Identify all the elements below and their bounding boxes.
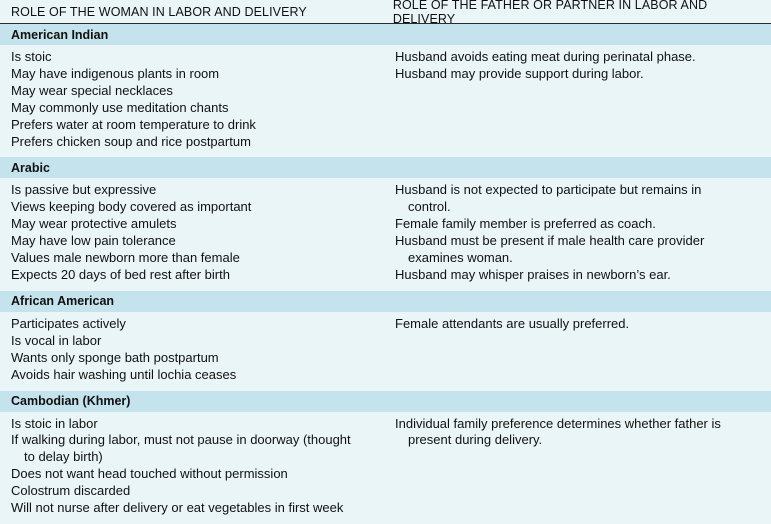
partner-item-continuation: control. xyxy=(408,199,451,215)
group-heading-cambodian: Cambodian (Khmer) xyxy=(0,391,771,412)
woman-item: May commonly use meditation chants xyxy=(11,99,229,115)
partner-item: Female attendants are usually preferred. xyxy=(395,315,630,331)
woman-item: May have low pain tolerance xyxy=(11,233,176,249)
header-partner-role: ROLE OF THE FATHER OR PARTNER IN LABOR AND DELIVERY xyxy=(392,0,708,26)
woman-item: Does not want head touched without permission xyxy=(11,466,288,482)
partner-column xyxy=(383,416,771,517)
woman-item: Is vocal in labor xyxy=(11,332,102,348)
group-body-cambodian xyxy=(0,412,771,524)
woman-item: If walking during labor, must not pause in doorway (thought xyxy=(11,432,351,448)
partner-item: Husband avoids eating meat during perinatal phase. xyxy=(395,49,696,64)
woman-column xyxy=(0,182,383,283)
woman-item: Avoids hair washing until lochia ceases xyxy=(11,366,237,382)
partner-column xyxy=(383,182,771,283)
partner-column xyxy=(383,49,771,150)
partner-item: Female family member is preferred as coach. xyxy=(395,216,656,232)
woman-item-continuation: to delay birth) xyxy=(24,449,103,465)
woman-item: May have indigenous plants in room xyxy=(11,65,220,81)
partner-item: Husband may provide support during labor. xyxy=(395,65,644,81)
woman-item: May wear protective amulets xyxy=(11,216,177,232)
partner-item: Husband is not expected to participate but remains in xyxy=(395,182,702,198)
table-header xyxy=(0,0,771,24)
woman-item: Participates actively xyxy=(11,315,126,331)
woman-column xyxy=(0,316,383,384)
partner-item: Husband may whisper praises in newborn’s ear. xyxy=(395,266,671,282)
woman-item: Is passive but expressive xyxy=(11,182,157,198)
woman-item: Will not nurse after delivery or eat vegetables in first week xyxy=(11,500,344,516)
woman-item: Views keeping body covered as important xyxy=(11,199,252,215)
woman-column xyxy=(0,416,383,517)
woman-item: Is stoic xyxy=(11,49,52,64)
woman-item: Prefers chicken soup and rice postpartum xyxy=(11,133,251,149)
partner-item: Individual family preference determines whether father is xyxy=(395,415,721,431)
partner-column xyxy=(383,316,771,384)
group-heading-african-american: African American xyxy=(0,291,771,312)
group-body-arabic xyxy=(0,178,771,290)
woman-item: Values male newborn more than female xyxy=(11,250,240,266)
woman-column xyxy=(0,49,383,150)
group-body-african-american xyxy=(0,312,771,391)
woman-item: May wear special necklaces xyxy=(11,82,173,98)
woman-item: Expects 20 days of bed rest after birth xyxy=(11,266,230,282)
group-heading-arabic: Arabic xyxy=(0,157,771,178)
header-woman-role: ROLE OF THE WOMAN IN LABOR AND DELIVERY xyxy=(11,4,307,19)
woman-item: Wants only sponge bath postpartum xyxy=(11,349,219,365)
group-heading-american-indian: American Indian xyxy=(0,24,771,45)
partner-item-continuation: examines woman. xyxy=(408,250,513,266)
group-body-american-indian xyxy=(0,45,771,157)
woman-item: Prefers water at room temperature to drink xyxy=(11,116,256,132)
partner-item-continuation: present during delivery. xyxy=(408,432,543,448)
partner-item: Husband must be present if male health care provider xyxy=(395,233,705,249)
woman-item: Is stoic in labor xyxy=(11,415,98,431)
woman-item: Colostrum discarded xyxy=(11,483,131,499)
